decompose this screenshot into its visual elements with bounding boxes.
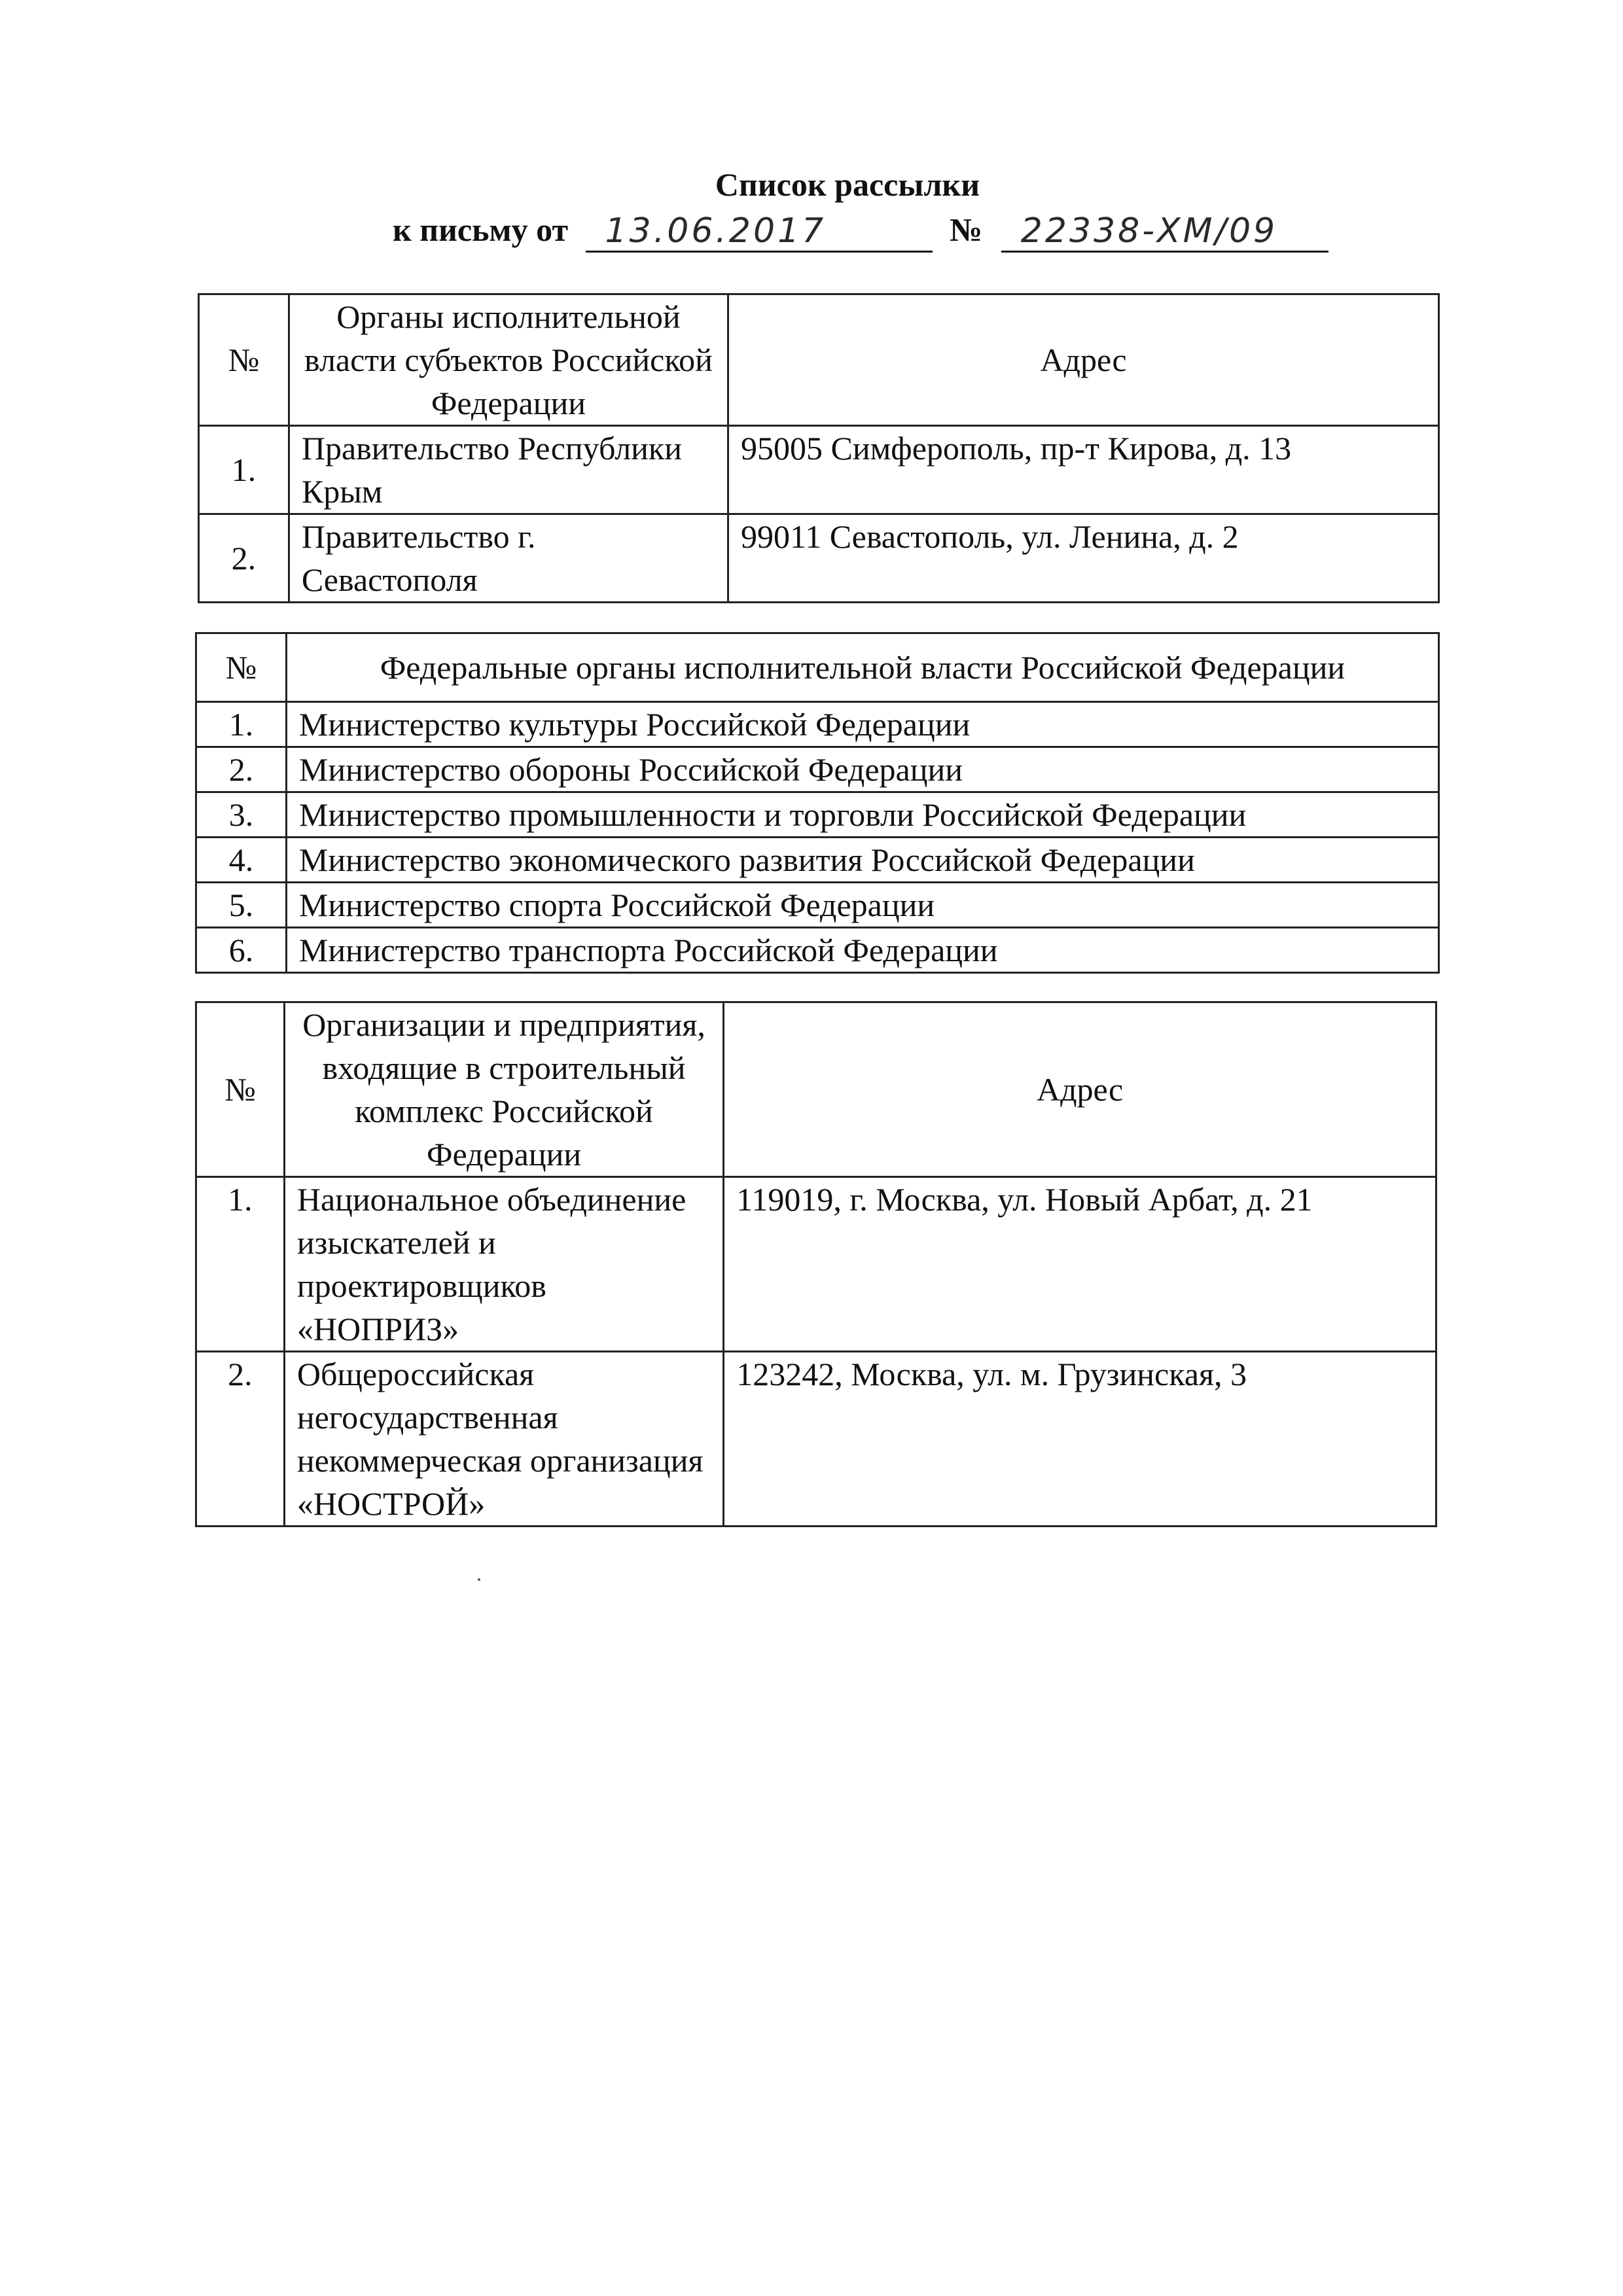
column-header-number: № [196, 1002, 285, 1177]
row-number: 1. [196, 1177, 285, 1352]
table-row [199, 514, 1439, 603]
organization-address: 123242, Москва, ул. м. Грузинская, 3 [724, 1352, 1436, 1527]
handwritten-number: 22338-ХМ/09 [1001, 209, 1329, 253]
table-row [196, 1177, 1436, 1352]
construction-organizations-table [195, 1001, 1437, 1527]
handwritten-date: 13.06.2017 [586, 209, 933, 253]
organization-name: Министерство экономического развития Российской Федерации [286, 838, 1438, 883]
table-row [199, 426, 1439, 514]
regional-authorities-table [198, 293, 1440, 603]
organization-name: Министерство культуры Российской Федерации [286, 702, 1438, 747]
column-header-organizations: Организации и предприятия, входящие в строительный комплекс Российской Федерации [284, 1002, 723, 1177]
table-row [196, 792, 1439, 838]
row-number: 1. [196, 702, 287, 747]
column-header-number: № [199, 294, 289, 426]
column-header-authorities: Органы исполнительной власти субъектов Российской Федерации [289, 294, 728, 426]
organization-address: 119019, г. Москва, ул. Новый Арбат, д. 21 [724, 1177, 1436, 1352]
row-number: 2. [196, 747, 287, 792]
table-row [196, 1352, 1436, 1527]
organization-name: Национальное объединение изыскателей и проектировщиков «НОПРИЗ» [284, 1177, 723, 1352]
scan-speck [478, 1578, 480, 1581]
row-number: 4. [196, 838, 287, 883]
subtitle-prefix: к письму от [393, 211, 569, 248]
organization-name: Правительство Республики Крым [289, 426, 728, 514]
row-number: 1. [199, 426, 289, 514]
table-row [196, 747, 1439, 792]
organization-name: Общероссийская негосударственная некоммерческая организация «НОСТРОЙ» [284, 1352, 723, 1527]
row-number: 3. [196, 792, 287, 838]
column-header-authorities: Федеральные органы исполнительной власти Российской Федерации [286, 633, 1438, 702]
table-row [196, 928, 1439, 973]
table-row [196, 702, 1439, 747]
number-sign: № [950, 211, 983, 248]
document-title: Список рассылки [715, 166, 980, 203]
organization-name: Министерство транспорта Российской Федерации [286, 928, 1438, 973]
row-number: 2. [199, 514, 289, 603]
organization-name: Министерство обороны Российской Федерации [286, 747, 1438, 792]
column-header-address: Адрес [724, 1002, 1436, 1177]
organization-name: Министерство промышленности и торговли Российской Федерации [286, 792, 1438, 838]
table-row [196, 838, 1439, 883]
federal-authorities-table [195, 632, 1440, 974]
organization-address: 95005 Симферополь, пр-т Кирова, д. 13 [728, 426, 1439, 514]
table-header-row [199, 294, 1439, 426]
document-subtitle [393, 207, 1329, 253]
table-header-row [196, 1002, 1436, 1177]
row-number: 2. [196, 1352, 285, 1527]
column-header-address: Адрес [728, 294, 1439, 426]
row-number: 6. [196, 928, 287, 973]
organization-address: 99011 Севастополь, ул. Ленина, д. 2 [728, 514, 1439, 603]
organization-name: Министерство спорта Российской Федерации [286, 883, 1438, 928]
organization-name: Правительство г. Севастополя [289, 514, 728, 603]
column-header-number: № [196, 633, 287, 702]
table-header-row [196, 633, 1439, 702]
row-number: 5. [196, 883, 287, 928]
table-row [196, 883, 1439, 928]
